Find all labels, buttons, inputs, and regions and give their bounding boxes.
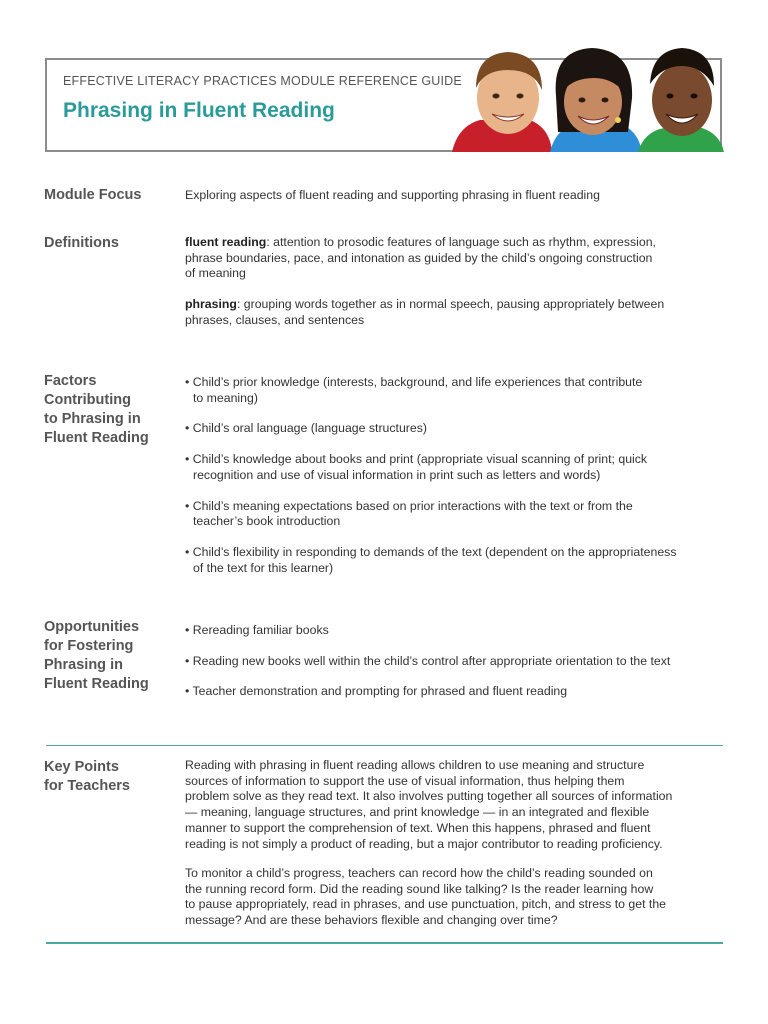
module-focus-text: Exploring aspects of fluent reading and supporting phrasing in fluent reading — [185, 188, 600, 202]
children-photo — [452, 40, 724, 152]
opportunities-label: Opportunities for Fostering Phrasing in Fluent Reading — [44, 619, 149, 692]
factors-label: Factors Contributing to Phrasing in Fluent Reading — [44, 373, 149, 446]
definition-term: fluent reading — [185, 235, 267, 249]
key-points-paragraph-2: To monitor a child’s progress, teachers can record how the child’s reading sounded on the running record form. Did the reading sound like talking? Is the reader learning how to pause appropriately, read in phrases, and use punctuation, pitch, and stress to get the message? And are these behaviors flexible and changing over time? — [185, 866, 667, 928]
key-points-paragraph-1: Reading with phrasing in fluent reading allows children to use meaning and structure sources of information to support the use of visual information, thus helping them problem solve as they read text. It also involves putting together all sources of information — meaning, language structures, and print knowledge — in an integrated and flexible manner to support the comprehension of text. When this happens, phrased and fluent reading is not simply a product of reading, but a major contributor to reading proficiency. — [185, 758, 673, 851]
page-title: Phrasing in Fluent Reading — [63, 99, 335, 122]
list-item: • Reading new books well within the child’s control after appropriate orientation to the text — [185, 653, 671, 668]
list-item: • Child’s flexibility in responding to demands of the text (dependent on the appropriateness of the text for this learner) — [185, 544, 677, 575]
list-item: • Rereading familiar books — [185, 623, 329, 637]
child-photo-right — [638, 48, 724, 152]
child-photo-middle — [550, 48, 642, 152]
list-item: • Child’s oral language (language structures) — [185, 421, 427, 436]
child-photo-left — [452, 52, 552, 152]
definition-phrasing: phrasing: grouping words together as in normal speech, pausing appropriately between phrases, clauses, and sentences — [185, 297, 665, 327]
list-item: • Teacher demonstration and prompting for phrased and fluent reading — [185, 684, 568, 699]
definition-fluent-reading: fluent reading: attention to prosodic features of language such as rhythm, expression, phrase boundaries, pace, and intonation as guided by the child’s ongoing construction of meaning — [185, 235, 656, 281]
list-item: • Child’s knowledge about books and print (appropriate visual scanning of print; quick recognition and use of visual information in print such as letters and words) — [185, 452, 648, 482]
definitions-label: Definitions — [44, 235, 119, 251]
header-kicker: EFFECTIVE LITERACY PRACTICES MODULE REFERENCE GUIDE — [63, 74, 462, 88]
list-item: • Child’s prior knowledge (interests, background, and life experiences that contribute to meaning) — [185, 375, 643, 405]
module-focus-label: Module Focus — [44, 187, 142, 203]
factors-list — [185, 375, 745, 576]
opportunities-list — [185, 623, 745, 700]
key-points-label: Key Points for Teachers — [44, 759, 130, 794]
divider — [46, 745, 723, 746]
definition-term: phrasing — [185, 297, 237, 311]
list-item: • Child’s meaning expectations based on prior interactions with the text or from the teacher’s book introduction — [185, 498, 633, 529]
divider — [46, 942, 723, 944]
